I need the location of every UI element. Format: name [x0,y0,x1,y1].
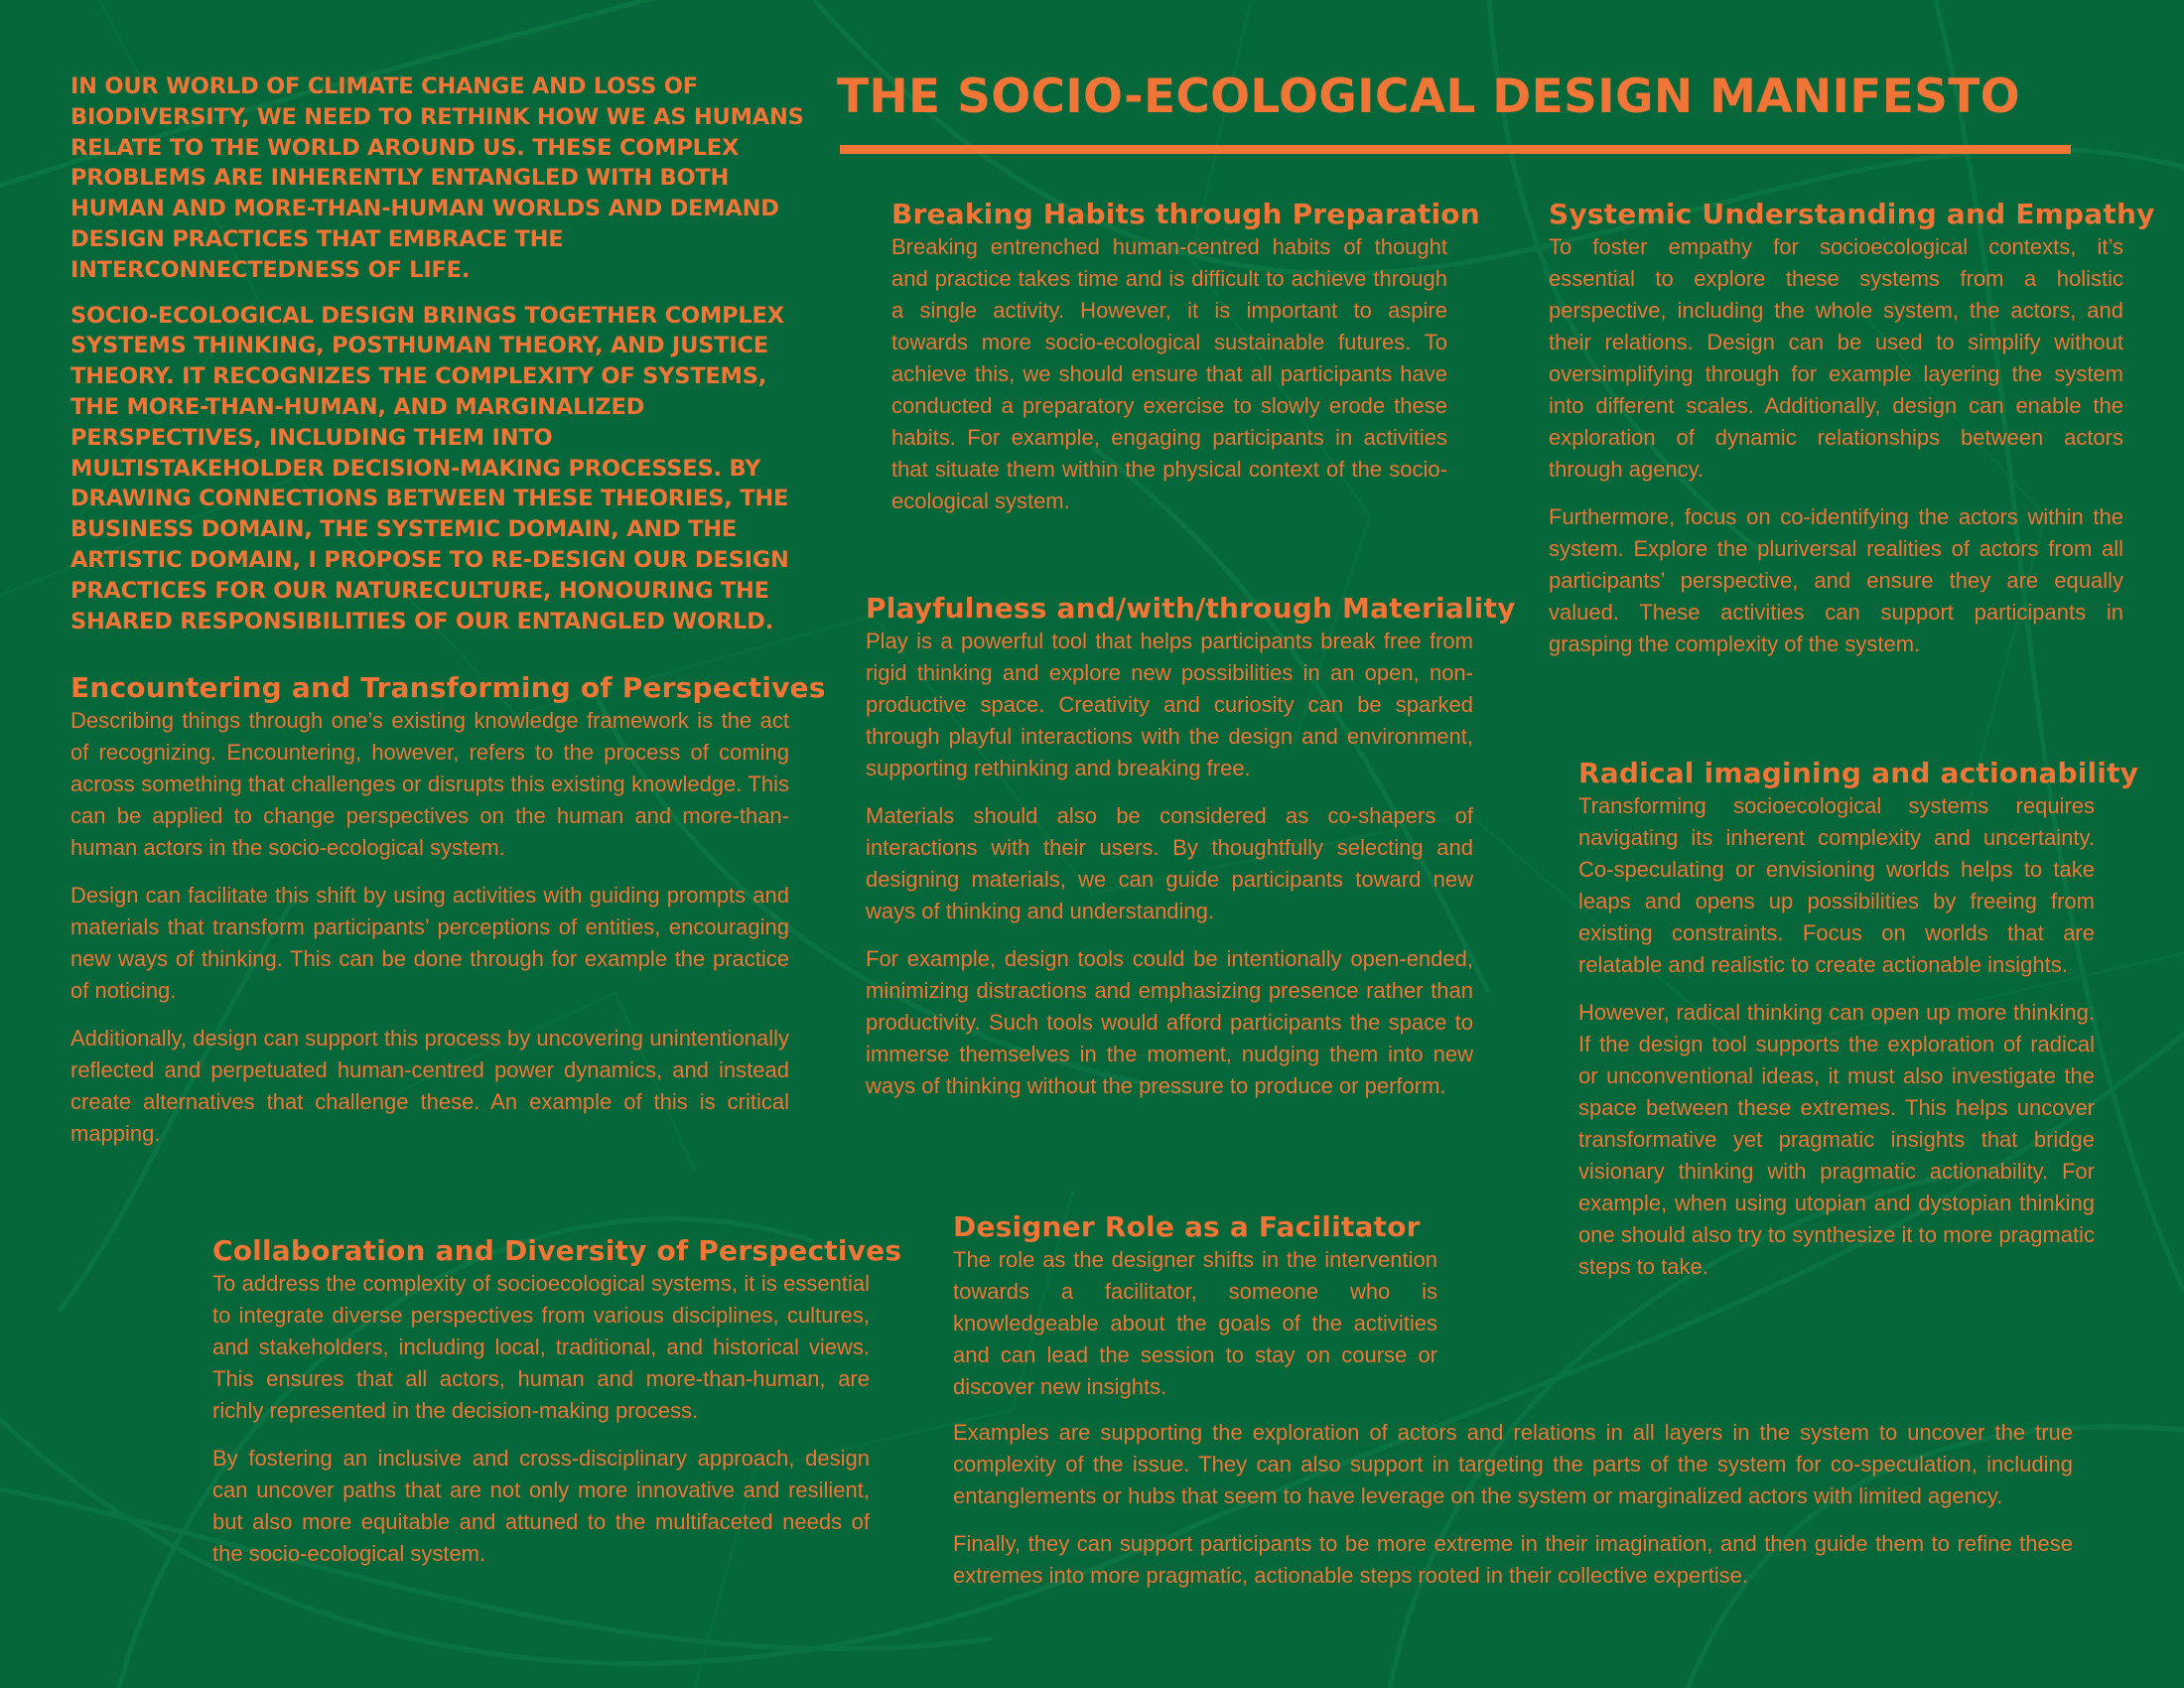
section-paragraph: Finally, they can support participants to be more extreme in their imagination, and then guide them to refine these extremes into more pragmatic, actionable steps rooted in their collective expertise. [953,1531,2073,1588]
section-heading: Breaking Habits through Preparation [891,198,1480,230]
intro-paragraph: SOCIO-ECOLOGICAL DESIGN BRINGS TOGETHER COMPLEX SYSTEMS THINKING, POSTHUMAN THEORY, AND JUSTICE THEORY. IT RECOGNIZES THE COMPLEXITY OF SYSTEMS, THE MORE-THAN-HUMAN, AND MARGINALIZED PERSPECTIVES, INCLUDING THEM INTO MULTISTAKEHOLDER DECISION-MAKING PROCESSES. BY DRAWING CONNECTIONS BETWEEN THESE THEORIES, THE BUSINESS DOMAIN, THE SYSTEMIC DOMAIN, AND THE ARTISTIC DOMAIN, I PROPOSE TO RE-DESIGN OUR DESIGN PRACTICES FOR OUR NATURECULTURE, HONOURING THE SHARED RESPONSIBILITIES OF OUR ENTANGLED WORLD. [70,302,789,634]
page-title: THE SOCIO-ECOLOGICAL DESIGN MANIFESTO [837,70,2020,124]
section-paragraph: For example, design tools could be intentionally open-ended, minimizing distractions and emphasizing presence rather than productivity. Such tools would afford participants the space to immerse themselves in the moment, nudging them into new ways of thinking without the pressure to produce or perform. [866,946,1473,1098]
section-paragraph: Materials should also be considered as co-shapers of interactions with their users. By thoughtfully selecting and designing materials, we can guide participants toward new ways of thinking and understanding. [866,803,1473,923]
intro-statement [70,71,805,651]
section-paragraph: To foster empathy for socioecological contexts, it’s essential to explore these systems from a holistic perspective, including the whole system, the actors, and their relations. Design can be used to simplify without oversimplifying through for example layering the system into different scales. Additionally, design can enable the exploration of dynamic relationships between actors through agency. [1549,234,2123,482]
section-paragraph: Additionally, design can support this process by uncovering unintentionally reflected and perpetuated human-centred power dynamics, and instead create alternatives that challenge these. An example of this is critical mapping. [70,1026,789,1146]
section-paragraph: Design can facilitate this shift by using activities with guiding prompts and materials that transform participants’ perceptions of entities, encouraging new ways of thinking. This can be done through for example the practice of noticing. [70,883,789,1003]
section-heading: Collaboration and Diversity of Perspectives [212,1234,902,1267]
section-paragraph: Transforming socioecological systems requires navigating its inherent complexity and uncertainty. Co-speculating or envisioning worlds helps to take leaps and opens up possibilities by freeing from existing constraints. Focus on worlds that are relatable and realistic to create actionable insights. [1578,793,2095,977]
section-paragraph: Play is a powerful tool that helps participants break free from rigid thinking and explore new possibilities in an open, non-productive space. Creativity and curiosity can be sparked through playful interactions with the design and environment, supporting rethinking and breaking free. [866,629,1473,780]
section-radical-imagining [1578,757,2139,1283]
section-paragraph: To address the complexity of socioecological systems, it is essential to integrate diverse perspectives from various disciplines, cultures, and stakeholders, including local, traditional, and historical views. This ensures that all actors, human and more-than-human, are richly represented in the decision-making process. [212,1271,870,1423]
section-paragraph: The role as the designer shifts in the intervention towards a facilitator, someone who is knowledgeable about the goals of the activities and can lead the session to stay on course or discover new insights. [953,1247,1437,1399]
section-paragraph: Breaking entrenched human-centred habits of thought and practice takes time and is difficult to achieve through a single activity. However, it is important to aspire towards more socio-ecological sustainable futures. To achieve this, we should ensure that all participants have conducted a preparatory exercise to slowly erode these habits. For example, engaging participants in activities that situate them within the physical context of the socio-ecological system. [891,234,1447,513]
section-breaking-habits [891,198,1480,517]
intro-paragraph: IN OUR WORLD OF CLIMATE CHANGE AND LOSS OF BIODIVERSITY, WE NEED TO RETHINK HOW WE AS HUMANS RELATE TO THE WORLD AROUND US. THESE COMPLEX PROBLEMS ARE INHERENTLY ENTANGLED WITH BOTH HUMAN AND MORE-THAN-HUMAN WORLDS AND DEMAND DESIGN PRACTICES THAT EMBRACE THE INTERCONNECTEDNESS OF LIFE. [70,73,804,283]
section-heading: Radical imagining and actionability [1578,757,2139,789]
section-paragraph: However, radical thinking can open up more thinking. If the design tool supports the exploration of radical or unconventional ideas, it must also investigate the space between these extremes. This helps uncover transformative yet pragmatic insights that bridge visionary thinking with pragmatic actionability. For example, when using utopian and dystopian thinking one should also try to synthesize it to more pragmatic steps to take. [1578,1000,2095,1279]
section-paragraph: Examples are supporting the exploration of actors and relations in all layers in the system to uncover the true complexity of the issue. They can also support in targeting the parts of the system for co-speculation, including entanglements or hubs that seem to have leverage on the system or marginalized actors with limited agency. [953,1420,2073,1508]
section-paragraph: By fostering an inclusive and cross-disciplinary approach, design can uncover paths that are not only more innovative and resilient, but also more equitable and attuned to the multifaceted needs of the socio-ecological system. [212,1446,870,1566]
section-systemic-understanding [1549,198,2155,660]
section-designer-role [953,1210,1437,1403]
section-heading: Systemic Understanding and Empathy [1549,198,2155,230]
section-encountering [70,671,826,1150]
title-underline [840,145,2071,154]
section-paragraph: Describing things through one’s existing knowledge framework is the act of recognizing. Encountering, however, refers to the process of coming across something that challenges or disrupts this existing knowledge. This can be applied to change perspectives on the human and more-than-human actors in the socio-ecological system. [70,708,789,860]
section-paragraph: Furthermore, focus on co-identifying the actors within the system. Explore the pluriversal realities of actors from all participants’ perspective, and ensure they are equally valued. These activities can support participants in grasping the complexity of the system. [1549,504,2123,656]
section-heading: Designer Role as a Facilitator [953,1210,1421,1243]
section-playfulness [866,592,1516,1102]
section-heading: Encountering and Transforming of Perspectives [70,671,826,704]
section-collaboration [212,1234,902,1570]
section-designer-role-examples [953,1417,2073,1592]
section-heading: Playfulness and/with/through Materiality [866,592,1516,625]
